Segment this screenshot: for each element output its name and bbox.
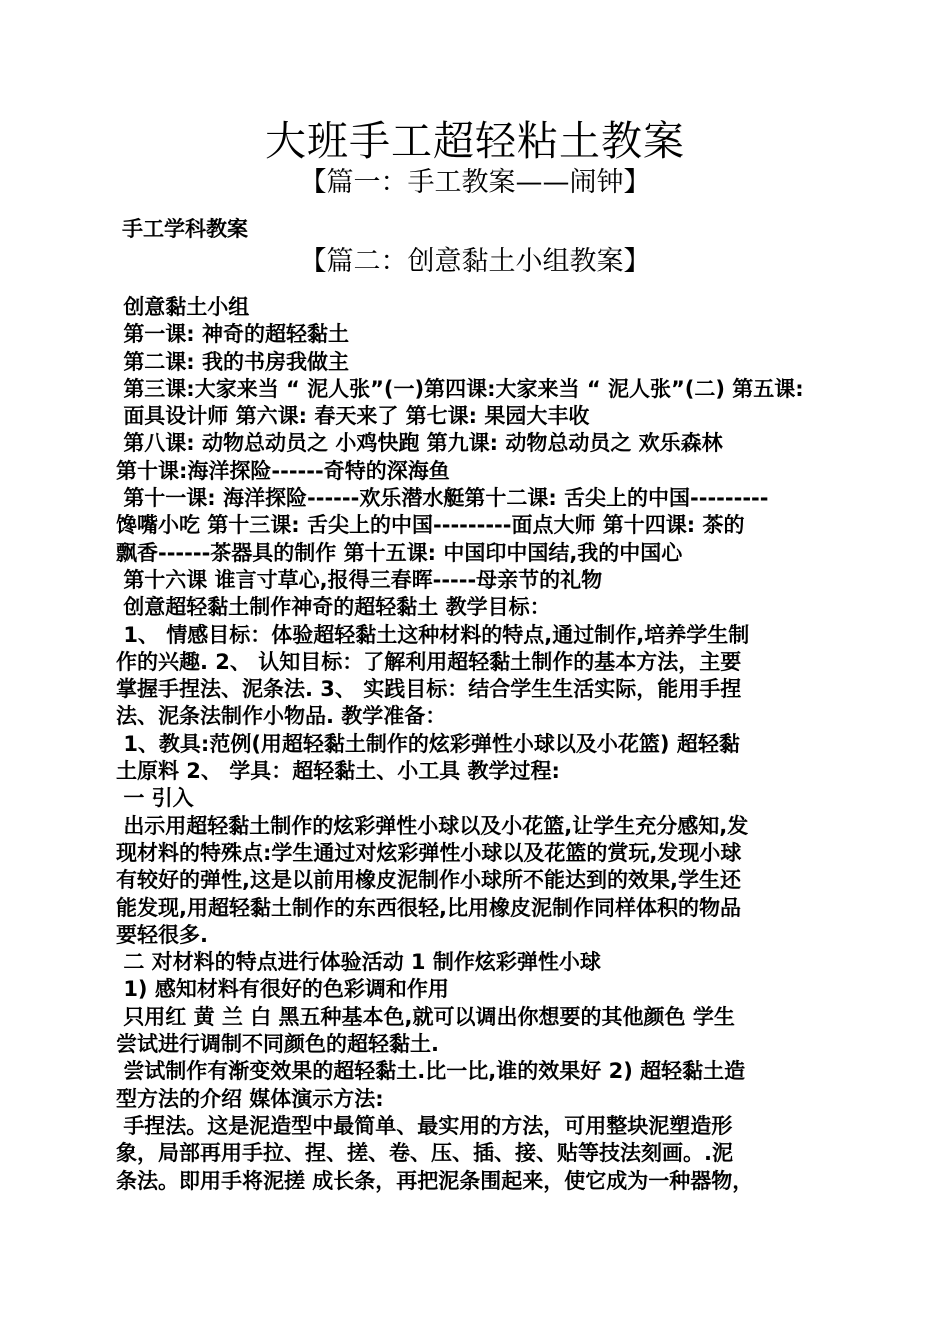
body-line: 一 引入 [116,786,194,811]
body-line: 出示用超轻黏土制作的炫彩弹性小球以及小花篮,让学生充分感知,发 [116,813,749,838]
body-line: 飘香------茶器具的制作 第十五课: 中国印中国结,我的中国心 [116,540,683,565]
body-line: 第一课: 神奇的超轻黏土 [116,322,350,347]
body-line: 二 对材料的特点进行体验活动 1 制作炫彩弹性小球 [116,950,601,975]
body-line: 馋嘴小吃 第十三课: 舌尖上的中国---------面点大师 第十四课: 茶的 [116,513,745,538]
body-line: 条法。即用手将泥搓 成长条，再把泥条围起来，使它成为一种器物， [116,1168,754,1193]
body-line: 掌握手捏法、泥条法. 3、 实践目标：结合学生生活实际，能用手捏 [116,677,742,702]
document-body [116,294,838,1195]
body-line: 作的兴趣. 2、 认知目标：了解利用超轻黏土制作的基本方法，主要 [116,649,742,674]
body-line: 象，局部再用手拉、捏、搓、卷、压、插、接、贴等技法刻画。.泥 [116,1141,733,1166]
subtitle-part-two: 【篇二：创意黏土小组教案】 [299,246,651,277]
body-line: 1、 情感目标：体验超轻黏土这种材料的特点,通过制作,培养学生制 [116,622,750,647]
body-line: 能发现,用超轻黏土制作的东西很轻,比用橡皮泥制作同样体积的物品 [116,895,741,920]
body-line: 手捏法。这是泥造型中最简单、最实用的方法，可用整块泥塑造形 [116,1113,733,1138]
body-line: 第十一课: 海洋探险------欢乐潜水艇第十二课: 舌尖上的中国--------- [116,486,769,511]
body-line: 创意黏土小组 [116,295,250,319]
document-title: 大班手工超轻粘土教案 [265,117,685,165]
body-line: 尝试制作有渐变效果的超轻黏土.比一比,谁的效果好 2) 超轻黏土造 [116,1059,746,1084]
body-line: 法、泥条法制作小物品. 教学准备： [116,704,447,729]
body-line: 土原料 2、 学具：超轻黏土、小工具 教学过程: [116,759,560,784]
body-line: 面具设计师 第六课: 春天来了 第七课: 果园大丰收 [116,404,590,429]
body-line: 第八课: 动物总动员之 小鸡快跑 第九课: 动物总动员之 欢乐森林 [116,431,723,456]
body-line: 1、教具:范例(用超轻黏土制作的炫彩弹性小球以及小花篮) 超轻黏 [116,731,740,756]
body-line: 现材料的特殊点:学生通过对炫彩弹性小球以及花篮的赏玩,发现小球 [116,840,742,865]
section-label: 手工学科教案 [122,217,248,241]
body-line: 第十课:海洋探险------奇特的深海鱼 [116,458,450,483]
body-line: 第十六课 谁言寸草心,报得三春晖-----母亲节的礼物 [116,567,603,592]
subtitle-part-one: 【篇一：手工教案——闹钟】 [299,167,651,198]
body-line: 有较好的弹性,这是以前用橡皮泥制作小球所不能达到的效果,学生还 [116,868,741,893]
body-line: 1) 感知材料有很好的色彩调和作用 [116,977,449,1002]
body-line: 创意超轻黏土制作神奇的超轻黏土 教学目标： [116,595,551,620]
body-line: 第三课:大家来当 “ 泥人张”(一)第四课:大家来当 “ 泥人张”(二) 第五课: [116,376,804,401]
body-line: 要轻很多. [116,922,208,947]
body-line: 尝试进行调制不同颜色的超轻黏土. [116,1032,439,1057]
body-line: 只用红 黄 兰 白 黑五种基本色,就可以调出你想要的其他颜色 学生 [116,1004,735,1029]
body-line: 第二课: 我的书房我做主 [116,349,350,374]
body-line: 型方法的介绍 媒体演示方法: [116,1086,384,1111]
